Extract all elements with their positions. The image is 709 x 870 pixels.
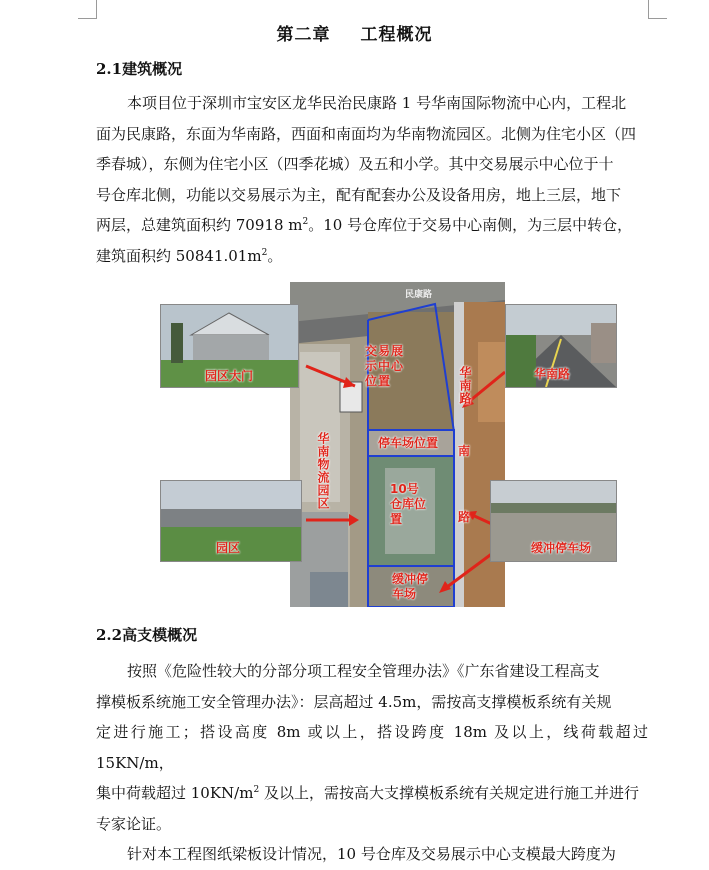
text-line: 本项目位于深圳市宝安区龙华民治民康路 1 号华南国际物流中心内，工程北 xyxy=(127,94,627,112)
section-heading-building: 2.1建筑概况 xyxy=(96,60,183,78)
site-plan-figure xyxy=(160,282,615,607)
margin-mark-top-left xyxy=(78,0,97,19)
label-road-east: 路 xyxy=(458,510,471,524)
label-exhibition-center: 交易展示中心位置 xyxy=(365,344,405,388)
text-line: 按照《危险性较大的分部分项工程安全管理办法》《广东省建设工程高支 xyxy=(127,662,600,680)
text-line: 季春城），东侧为住宅小区（四季花城）及五和小学。其中交易展示中心位于十 xyxy=(96,155,614,173)
superscript: 2 xyxy=(302,217,309,227)
superscript: 2 xyxy=(253,785,260,795)
text-line: 。10 号仓库位于交易中心南侧，为三层中转仓， xyxy=(308,216,633,234)
chapter-name: 工程概况 xyxy=(360,25,433,45)
label-logistics-park: 华南物流园区 xyxy=(316,432,330,510)
text-line: 两层，总建筑面积约 70918 m xyxy=(96,216,303,234)
label-hunan-road: 华南路 xyxy=(534,367,571,381)
section-formwork-paragraph xyxy=(96,656,648,870)
margin-mark-top-right xyxy=(648,0,667,19)
section-heading-formwork: 2.2高支模概况 xyxy=(96,626,198,644)
chapter-title xyxy=(0,20,709,45)
text-line: 集中荷载超过 10KN/m xyxy=(96,784,254,802)
section-building-paragraph xyxy=(96,88,648,271)
label-park-gate: 园区大门 xyxy=(205,369,254,383)
label-park: 园区 xyxy=(216,541,241,555)
text-line: 及以上，需按高大支撑模板系统有关规定进行施工并进行 xyxy=(259,784,639,802)
photo-buffer-parking xyxy=(490,480,617,562)
photo-park-gate xyxy=(160,304,299,388)
label-buffer-parking: 缓冲停车场 xyxy=(531,541,592,555)
label-warehouse-10: 10号仓库位置 xyxy=(390,482,427,526)
photo-hunan-road xyxy=(505,304,617,388)
superscript: 2 xyxy=(261,247,268,258)
label-buffer-map: 缓冲停车场 xyxy=(392,572,429,601)
label-road-south: 南 xyxy=(458,444,471,458)
text-line: 针对本工程图纸梁板设计情况，10 号仓库及交易展示中心支模最大跨度为 xyxy=(127,845,616,863)
text-line: 专家论证。 xyxy=(96,814,172,833)
photo-park xyxy=(160,480,302,562)
text-line: 号仓库北侧，功能以交易展示为主，配有配套办公及设备用房，地上三层，地下 xyxy=(96,185,622,204)
text-line: 。 xyxy=(267,246,283,265)
label-fire-lane: 停车场位置 xyxy=(378,436,439,450)
text-line: 面为民康路，东面为华南路，西面和南面均为华南物流园区。北侧为住宅小区（四 xyxy=(96,124,637,143)
text-line: 建筑面积约 50841.01m xyxy=(96,246,262,265)
text-line: 定进行施工；搭设高度 8m 或以上，搭设跨度 18m 及以上，线荷载超过 15KN/m， xyxy=(96,723,648,772)
chapter-number: 第二章 xyxy=(276,25,331,45)
label-road-west: 华南路 xyxy=(458,366,472,405)
label-street-name: 民康路 xyxy=(405,290,433,300)
text-line: 撑模板系统施工安全管理办法》：层高超过 4.5m，需按高支撑模板系统有关规 xyxy=(96,692,612,711)
